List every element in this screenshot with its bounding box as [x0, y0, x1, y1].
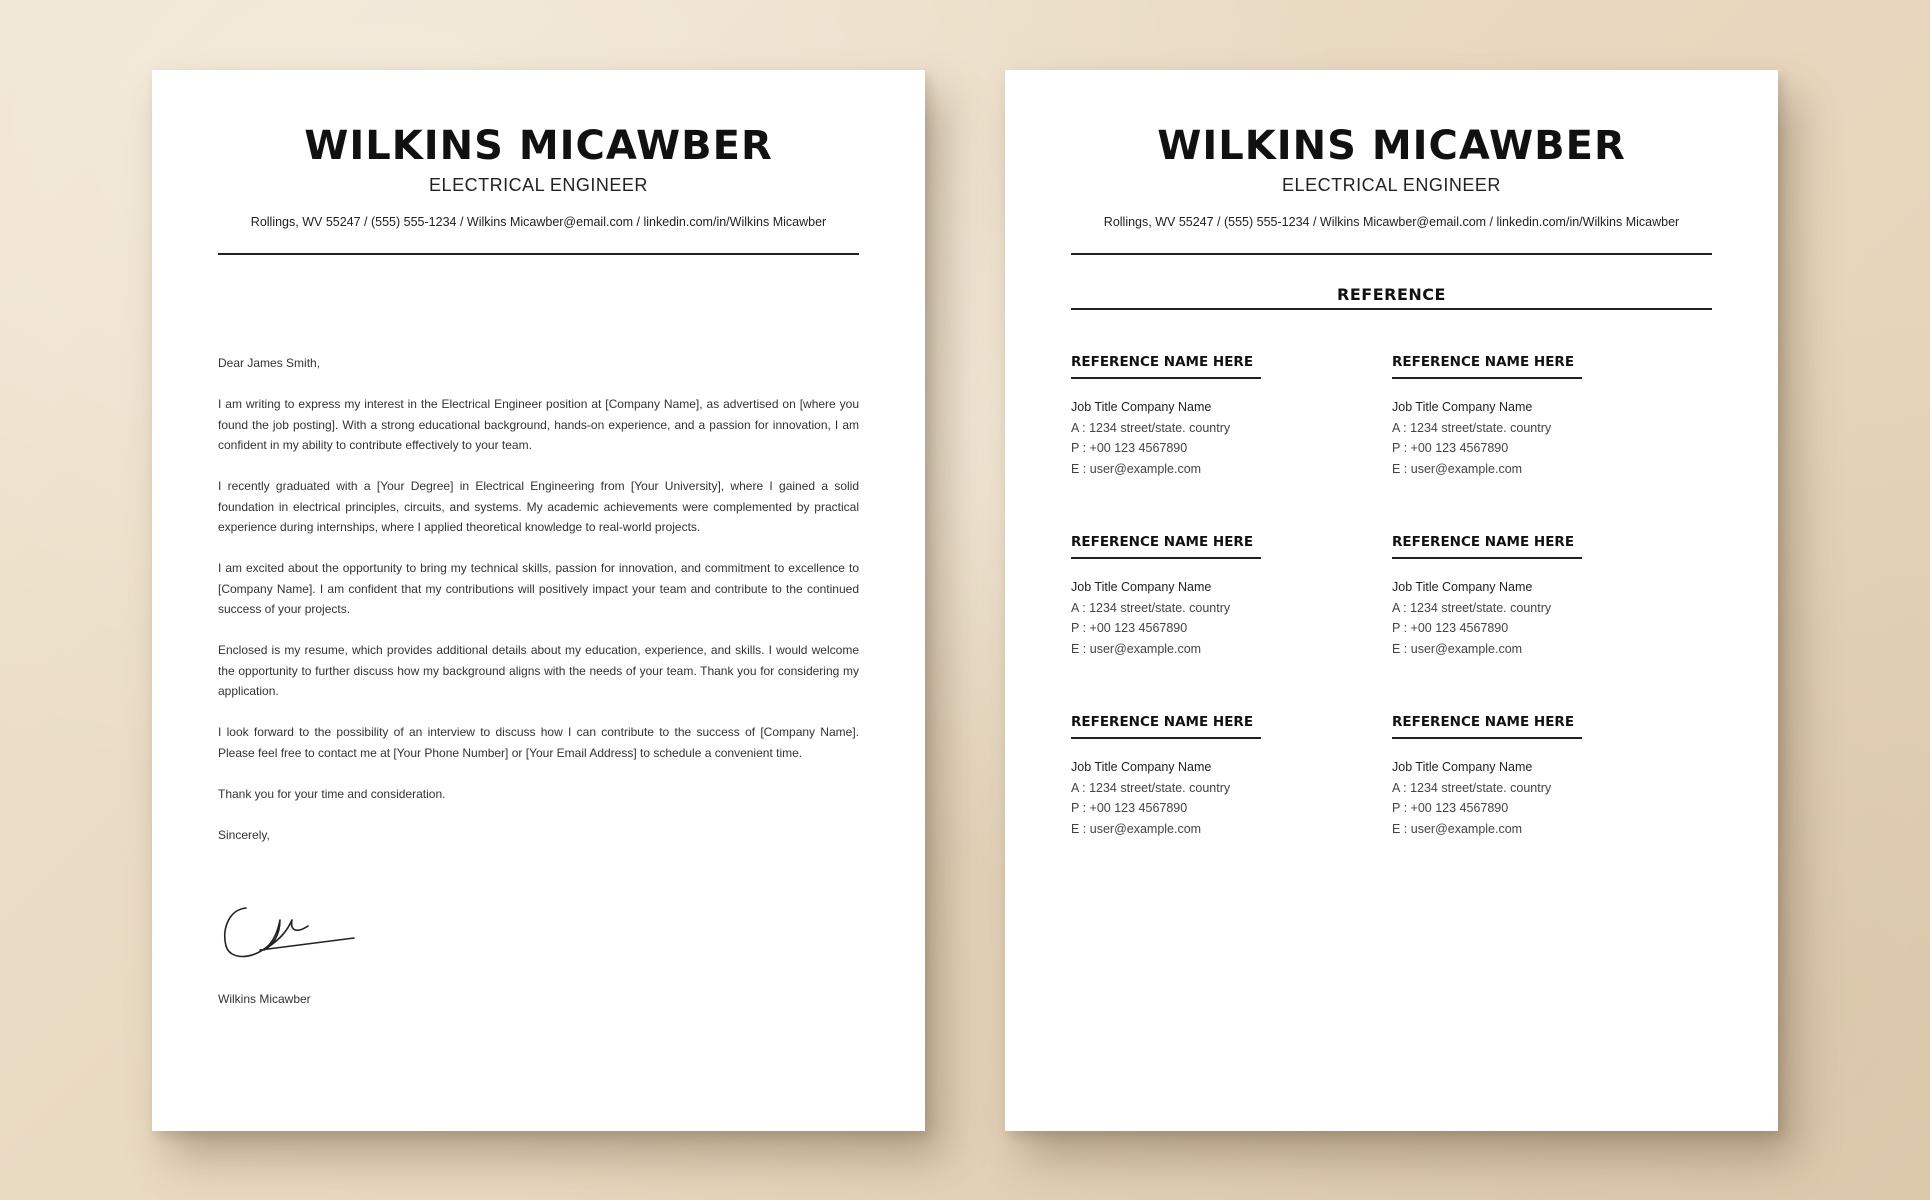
reference-address: A : 1234 street/state. country: [1392, 420, 1552, 435]
reference-address: A : 1234 street/state. country: [1392, 600, 1552, 615]
reference-email: E : user@example.com: [1071, 821, 1202, 836]
reference-name: REFERENCE NAME HERE: [1071, 714, 1261, 739]
closing: Sincerely,: [218, 827, 270, 842]
signer-name: Wilkins Micawber: [218, 992, 311, 1006]
reference-job: Job Title Company Name: [1071, 400, 1212, 414]
applicant-title: ELECTRICAL ENGINEER: [429, 175, 648, 195]
salutation: Dear James Smith,: [218, 356, 321, 370]
letter-paragraph: I recently graduated with a [Your Degree] in Electrical Engineering from [Your University], where I gained a solid foundation in electrical principles, circuits, and systems. My academic achievements were complemented by practical experience during internships, where I applied theoretical knowledge to real-world projects.: [218, 479, 859, 534]
letter-paragraph: I am writing to express my interest in the Electrical Engineer position at [Company Name], as advertised on [where you found the job posting]. With a strong educational background, hands-on experience, and a passion for innovation, I am confident in my ability to contribute effectively to your team.: [218, 397, 859, 452]
reference-card: [1392, 353, 1592, 479]
reference-section-title: REFERENCE: [1337, 285, 1446, 304]
contact-line: Rollings, WV 55247 / (555) 555-1234 / Wilkins Micawber@email.com / linkedin.com/in/Wilkins Micawber: [1103, 215, 1680, 229]
reference-card: [1071, 353, 1271, 479]
reference-name: REFERENCE NAME HERE: [1071, 534, 1261, 559]
reference-phone: P : +00 123 4567890: [1071, 441, 1188, 455]
reference-header: [1071, 122, 1712, 230]
reference-phone: P : +00 123 4567890: [1392, 441, 1509, 455]
applicant-title: ELECTRICAL ENGINEER: [1282, 175, 1501, 195]
reference-name: REFERENCE NAME HERE: [1392, 534, 1582, 559]
reference-job: Job Title Company Name: [1392, 400, 1533, 414]
cover-letter-header: [218, 122, 859, 230]
section-divider: [1071, 308, 1712, 310]
reference-phone: P : +00 123 4567890: [1392, 801, 1509, 815]
header-divider: [1071, 253, 1712, 255]
letter-paragraph: I am excited about the opportunity to bring my technical skills, passion for innovation, and commitment to excellence to [Company Name]. I am confident that my contributions will positively impact your team and contribute to the continued success of your projects.: [218, 561, 859, 616]
reference-phone: P : +00 123 4567890: [1392, 621, 1509, 635]
reference-card: [1071, 533, 1271, 659]
reference-card: [1392, 713, 1592, 839]
reference-job: Job Title Company Name: [1392, 760, 1533, 774]
header-divider: [218, 253, 859, 255]
reference-job: Job Title Company Name: [1392, 580, 1533, 594]
reference-email: E : user@example.com: [1392, 641, 1523, 656]
reference-email: E : user@example.com: [1071, 461, 1202, 476]
reference-name: REFERENCE NAME HERE: [1071, 354, 1261, 379]
reference-job: Job Title Company Name: [1071, 580, 1212, 594]
letter-paragraph: Thank you for your time and consideration.: [218, 786, 446, 801]
reference-job: Job Title Company Name: [1071, 760, 1212, 774]
letter-paragraph: I look forward to the possibility of an interview to discuss how I can contribute to the success of [Company Name]. Please feel free to contact me at [Your Phone Number] or [Your Email Address] to schedule a convenient time.: [218, 725, 859, 760]
reference-email: E : user@example.com: [1392, 821, 1523, 836]
letter-paragraph: Enclosed is my resume, which provides additional details about my education, experience, and skills. I would welcome the opportunity to further discuss how my background aligns with the needs of your team. Thank you for considering my application.: [218, 643, 859, 698]
reference-name: REFERENCE NAME HERE: [1392, 354, 1582, 379]
reference-phone: P : +00 123 4567890: [1071, 801, 1188, 815]
reference-email: E : user@example.com: [1392, 461, 1523, 476]
contact-line: Rollings, WV 55247 / (555) 555-1234 / Wilkins Micawber@email.com / linkedin.com/in/Wilkins Micawber: [250, 215, 827, 229]
reference-card: [1392, 533, 1592, 659]
reference-email: E : user@example.com: [1071, 641, 1202, 656]
reference-address: A : 1234 street/state. country: [1392, 780, 1552, 795]
reference-address: A : 1234 street/state. country: [1071, 420, 1231, 435]
cover-letter-page: [152, 70, 925, 1131]
reference-address: A : 1234 street/state. country: [1071, 600, 1231, 615]
reference-card: [1071, 713, 1271, 839]
reference-page: [1005, 70, 1778, 1131]
letter-body: [218, 353, 859, 866]
reference-phone: P : +00 123 4567890: [1071, 621, 1188, 635]
signature-image: [216, 890, 356, 970]
applicant-name: WILKINS MICAWBER: [1157, 123, 1626, 169]
applicant-name: WILKINS MICAWBER: [304, 123, 773, 169]
reference-name: REFERENCE NAME HERE: [1392, 714, 1582, 739]
reference-address: A : 1234 street/state. country: [1071, 780, 1231, 795]
